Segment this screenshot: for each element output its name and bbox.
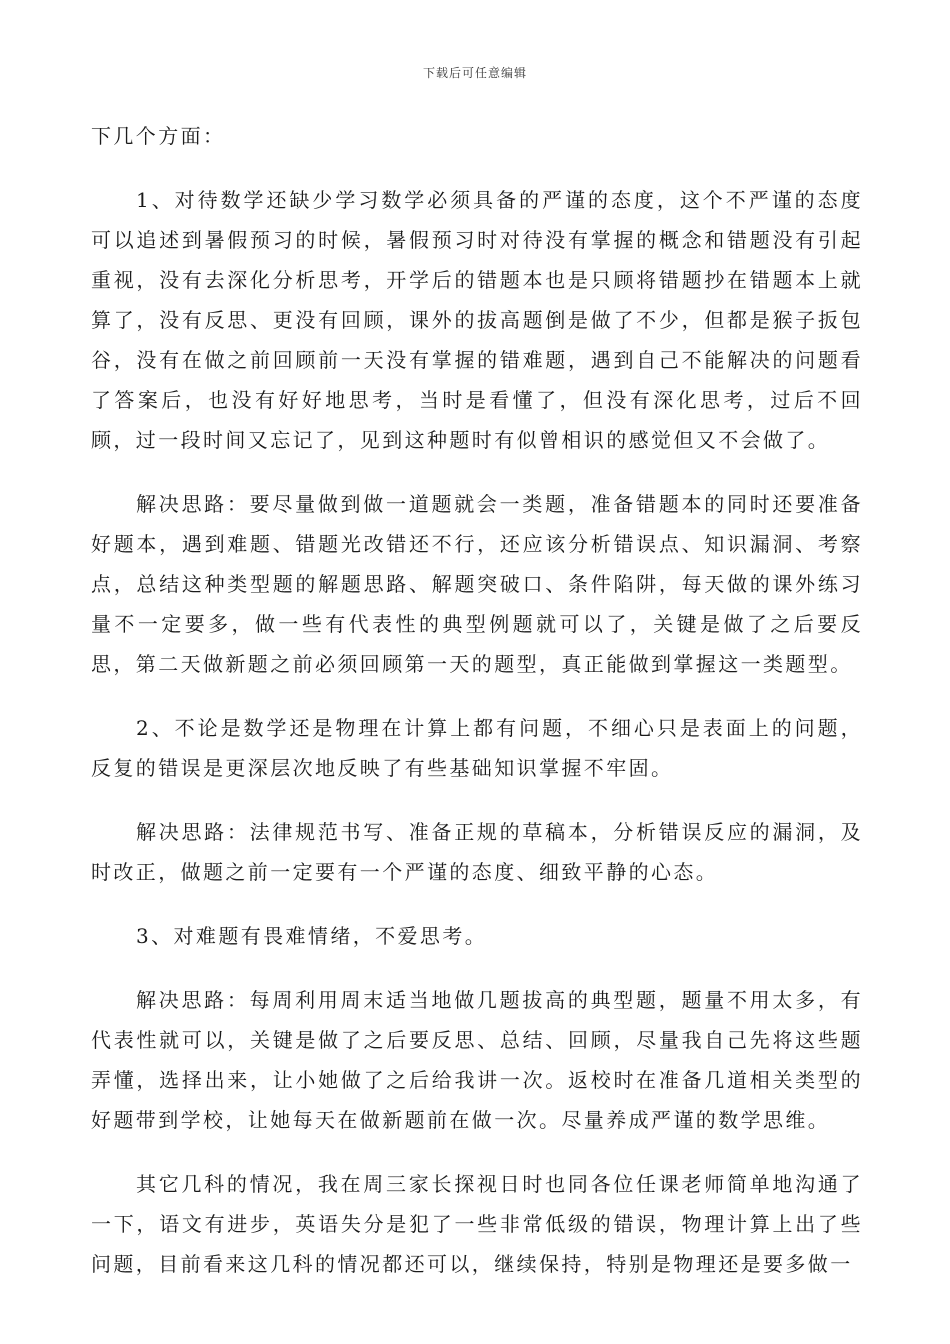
document-body xyxy=(91,116,863,1284)
paragraph-intro: 下几个方面： xyxy=(91,124,226,148)
page-header: 下载后可任意编辑 xyxy=(422,66,527,80)
paragraph-issue-2: 2、不论是数学还是物理在计算上都有问题，不细心只是表面上的问题，反复的错误是更深层次地反映了有些基础知识掌握不牢固。 xyxy=(91,716,863,780)
paragraph-issue-3: 3、对难题有畏难情绪，不爱思考。 xyxy=(136,924,488,948)
paragraph-issue-1: 1、对待数学还缺少学习数学必须具备的严谨的态度，这个不严谨的态度可以追述到暑假预习的时候，暑假预习时对待没有掌握的概念和错题没有引起重视，没有去深化分析思考，开学后的错题本也是只顾将错题抄在错题本上就算了，没有反思、更没有回顾，课外的拔高题倒是做了不少，但都是猴子扳包谷，没有在做之前回顾前一天没有掌握的错难题，遇到自己不能解决的问题看了答案后，也没有好好地思考，当时是看懂了，但没有深化思考，过后不回顾，过一段时间又忘记了，见到这种题时有似曾相识的感觉但又不会做了。 xyxy=(91,188,863,452)
paragraph-solution-3: 解决思路：每周利用周末适当地做几题拔高的典型题，题量不用太多，有代表性就可以，关键是做了之后要反思、总结、回顾，尽量我自己先将这些题弄懂，选择出来，让小她做了之后给我讲一次。返校时在准备几道相关类型的好题带到学校，让她每天在做新题前在做一次。尽量养成严谨的数学思维。 xyxy=(91,988,863,1132)
paragraph-solution-2: 解决思路：法律规范书写、准备正规的草稿本，分析错误反应的漏洞，及时改正，做题之前一定要有一个严谨的态度、细致平静的心态。 xyxy=(91,820,863,884)
paragraph-solution-1: 解决思路：要尽量做到做一道题就会一类题，准备错题本的同时还要准备好题本，遇到难题、错题光改错还不行，还应该分析错误点、知识漏洞、考察点，总结这种类型题的解题思路、解题突破口、条件陷阱，每天做的课外练习量不一定要多，做一些有代表性的典型例题就可以了，关键是做了之后要反思，第二天做新题之前必须回顾第一天的题型，真正能做到掌握这一类题型。 xyxy=(91,492,863,676)
paragraph-other-subjects: 其它几科的情况，我在周三家长探视日时也同各位任课老师简单地沟通了一下，语文有进步，英语失分是犯了一些非常低级的错误，物理计算上出了些问题，目前看来这几科的情况都还可以，继续保持，特别是物理还是要多做一 xyxy=(91,1172,863,1276)
